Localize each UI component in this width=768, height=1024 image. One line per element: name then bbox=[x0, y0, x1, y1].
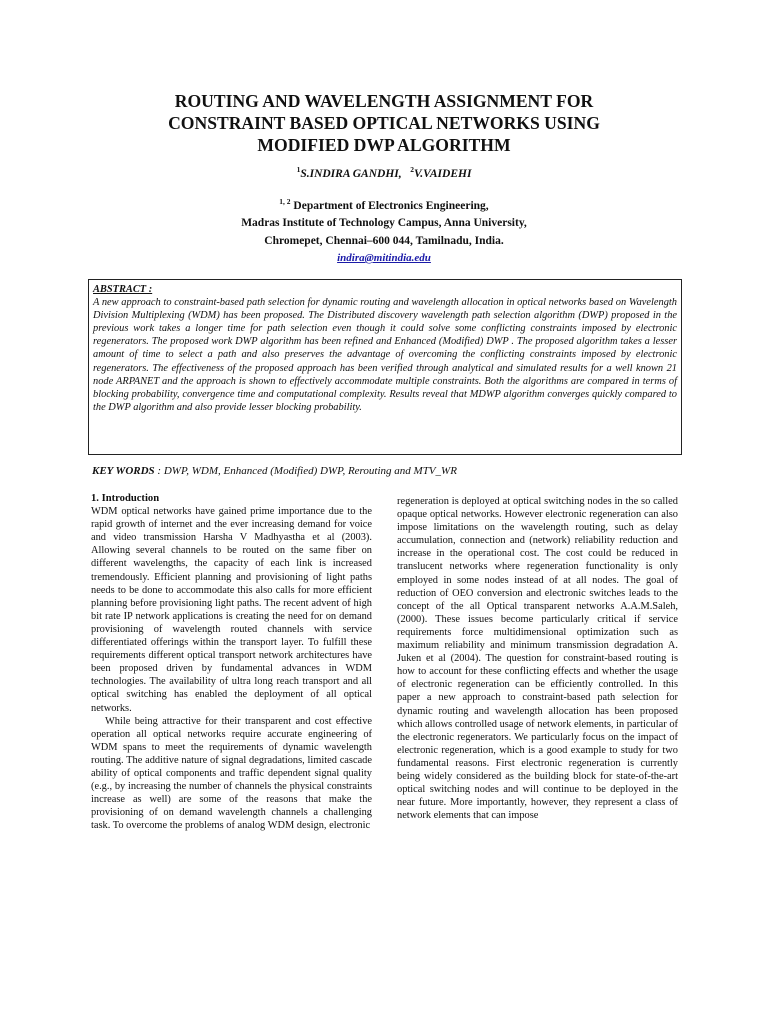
abstract-heading: ABSTRACT : bbox=[93, 284, 153, 295]
abstract-body: A new approach to constraint-based path selection for dynamic routing and wavelength allocation in optical networks based on Wavelength Division Multiplexing (WDM) has been proposed. The Distributed discovery wavelength path selection algorithm (DWP) proposed in the previous work takes a longer time for path selection even though it could solve some conflicting constraints imposed by electronic regenerators. The proposed work DWP algorithm has been refined and Enhanced (Modified) DWP . The proposed algorithm takes a lesser amount of time to select a path and also preserves the advantage of overcoming the conflicting constraints imposed by electronic regenerators. The effectiveness of the proposed approach has been verified through analytical and simulated results for a well known 21 node ARPANET and the approach is shown to effectively accommodate multiple constraints. Both the algorithms are compared in terms of blocking probability, convergence time and computational complexity. Results reveal that MDWP algorithm converges quickly compared to the DWP algorithm and also provide lesser blocking probability. bbox=[93, 297, 677, 413]
author-name: S.INDIRA GANDHI, bbox=[300, 167, 402, 180]
left-column bbox=[91, 492, 372, 832]
title-line: ROUTING AND WAVELENGTH ASSIGNMENT FOR bbox=[174, 91, 594, 111]
paper-title bbox=[100, 90, 668, 156]
affiliation-line: Madras Institute of Technology Campus, Anna University, bbox=[241, 217, 527, 230]
keywords-text: : DWP, WDM, Enhanced (Modified) DWP, Rerouting and MTV_WR bbox=[154, 465, 457, 477]
department: Department of Electronics Engineering, bbox=[293, 199, 489, 212]
author-name: V.VAIDEHI bbox=[414, 167, 472, 180]
author-superscript: 2 bbox=[410, 165, 414, 174]
affiliation-line: Chromepet, Chennai–600 044, Tamilnadu, India. bbox=[264, 234, 504, 247]
title-line: MODIFIED DWP ALGORITHM bbox=[257, 135, 511, 155]
keywords-label: KEY WORDS bbox=[92, 465, 155, 477]
paragraph: regeneration is deployed at optical switching nodes in the so called opaque optical networks. However electronic regeneration can also impose limitations on the wavelength routing, such as delay accumulation, connection and (network) reliability reduction and increase in the operational cost. The cost could be reduced in translucent networks where regeneration functionality is only employed in some nodes instead of at all nodes. The goal of reduction of OEO conversion and electronic switches leads to the concept of the all Optical transparent networks A.A.M.Saleh,(2000). These issues become particularly critical if service requirements force multidimensional optimization such as maximum reliability and minimum transmission degradation A. Juken et al (2004). The question for constraint-based routing is how to account for these conflicting effects and whether the usage of electronic regeneration can be efficiently controlled. In this paper a new approach to constraint-based path selection for dynamic routing and wavelength allocation has been proposed which allows controlled usage of network elements, in particular of the electronic regenerators. We particularly focus on the impact of electronic regeneration, which is a good example to study for two fundamental reasons. First electronic regeneration is currently being widely considered as the building block for state-of-the-art optical switching nodes and will continue to be deployed in the near future. More importantly, however, they represent a class of network elements that can impose bbox=[397, 496, 678, 822]
affiliation-line bbox=[0, 193, 768, 215]
affiliation-superscript: 1, 2 bbox=[279, 197, 291, 206]
abstract-box bbox=[88, 279, 682, 455]
right-column bbox=[397, 495, 678, 822]
section-heading: 1. Introduction bbox=[91, 493, 160, 504]
title-line: CONSTRAINT BASED OPTICAL NETWORKS USING bbox=[168, 113, 600, 133]
paragraph: WDM optical networks have gained prime importance due to the rapid growth of internet and the ever increasing demand for voice and video transmission Harsha V Madhyastha et al (2003). Allowing several channels to be routed on the same fiber on different wavelengths, the capacity of each link is increased tremendously. Efficient planning and provisioning of light paths needs to be done to accommodate this also calls for more efficient planning before provisioning light paths. The recent advent of high bit rate IP network applications is creating the need for on demand provisioning of wavelength routed channels with service differentiated offerings within the transport layer. To fulfill these requirements different optical transport network architectures have been proposed driven by fundamental advances in WDM technologies. The availability of ultra long reach transport and all optical switching has enabled the deployment of all optical networks. bbox=[91, 506, 372, 714]
keywords bbox=[92, 465, 682, 477]
email-link[interactable]: indira@mitindia.edu bbox=[337, 252, 431, 264]
affiliation bbox=[0, 193, 768, 250]
author-superscript: 1 bbox=[296, 165, 301, 174]
author-list bbox=[0, 165, 768, 180]
paragraph: While being attractive for their transparent and cost effective operation all optical networks require accurate engineering of WDM spans to meet the requirements of dynamic wavelength routing. The additive nature of signal degradations, limited cascade ability of optical components and traffic dependent signal quality (e.g., by increasing the number of channels the physical constraints increase as well) are some of the reasons that make the provisioning of on demand wavelength channels a challenging task. To overcome the problems of analog WDM design, electronic bbox=[91, 715, 372, 832]
email-line bbox=[0, 252, 768, 264]
